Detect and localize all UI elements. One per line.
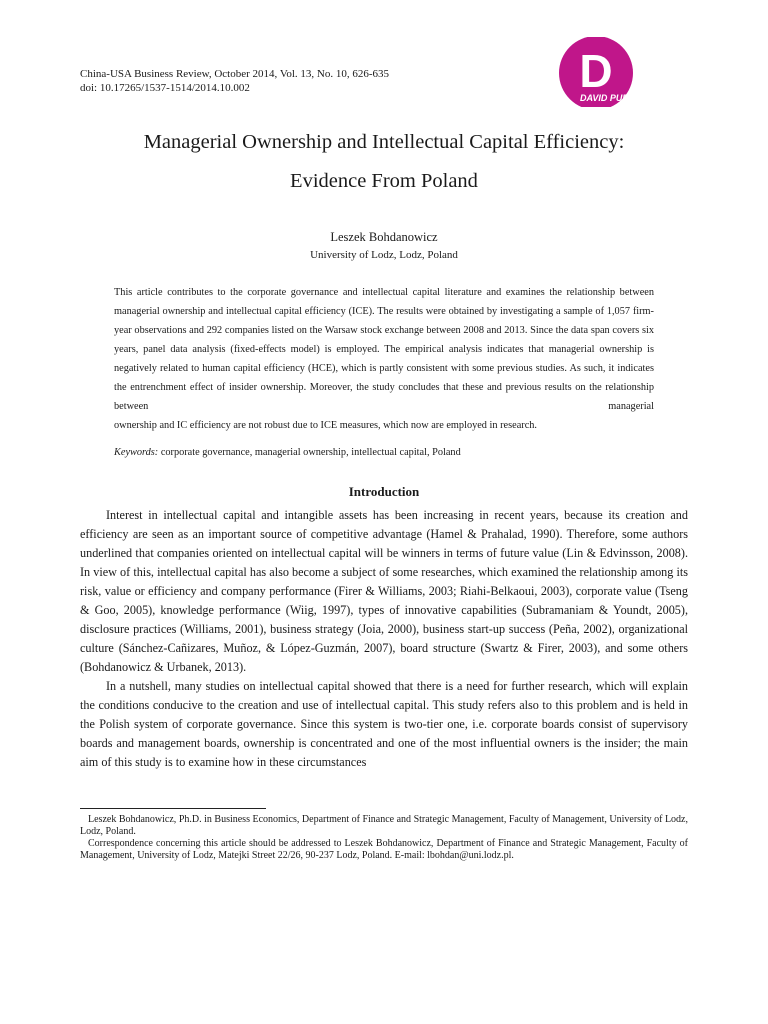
keywords-list: corporate governance, managerial ownership, intellectual capital, Poland	[160, 447, 461, 458]
paragraph: In a nutshell, many studies on intellectual capital showed that there is a need for further research, which will explain the conditions conducive to the creation and use of intellectual capital. This study refers also to this problem and is held in the Polish system of corporate governance. Since this system is two-tier one, i.e. corporate boards consist of supervisory boards and management boards, ownership is concentrated and one of the most influential owners is the insider; the main aim of this study is to examine how in these circumstances	[80, 679, 688, 769]
footnotes	[80, 814, 688, 862]
logo-letter: D	[579, 45, 613, 97]
abstract-last-line: ownership and IC efficiency are not robust due to ICE measures, which now are employed in research.	[114, 420, 537, 431]
keywords	[114, 445, 654, 461]
doi: doi: 10.17265/1537-1514/2014.10.002	[80, 82, 250, 94]
keywords-label: Keywords:	[114, 447, 159, 458]
footnote-author-bio: Leszek Bohdanowicz, Ph.D. in Business Economics, Department of Finance and Strategic Management, Faculty of Management, University of Lodz, Lodz, Poland.	[80, 814, 688, 837]
paragraph: Interest in intellectual capital and intangible assets has been increasing in recent years, because its creation and efficiency are seen as an important source of competitive advantage (Hamel & Prahalad, 1990). Therefore, some authors underlined that companies oriented on intellectual capital will be winners in terms of future value (Lin & Edvinsson, 2008). In view of this, intellectual capital has also become a subject of some researches, which examined the relationship among its risk, value or efficiency and company performance (Firer & Williams, 2003; Riahi-Belkaoui, 2003), corporate value (Tseng & Goo, 2005), knowledge performance (Wiig, 1997), types of innovative capabilities (Subramaniam & Youndt, 2005), disclosure practices (Williams, 2001), business strategy (Joia, 2000), business start-up success (Peña, 2002), organizational culture (Sánchez-Cañizares, Muñoz, & López-Guzmán, 2007), board structure (Swartz & Firer, 2003), and some others (Bohdanowicz & Urbanek, 2013).	[80, 508, 688, 674]
introduction-body	[80, 506, 688, 772]
paper-title-line-2: Evidence From Poland	[290, 170, 478, 192]
abstract-body: This article contributes to the corporate governance and intellectual capital literature and examines the relationship between managerial ownership and intellectual capital efficiency (ICE). The results were obtained by investigating a sample of 1,057 firm-year observations and 292 companies listed on the Warsaw stock exchange between 2008 and 2013. Since the data span covers six years, panel data analysis (fixed-effects model) is employed. The empirical analysis indicates that managerial ownership is negatively related to human capital efficiency (HCE), which is partly consistent with some previous studies. As such, it indicates the entrenchment effect of insider ownership. Moreover, the study concludes that these and previous results on the relationship between managerial	[114, 287, 654, 412]
logo-text: DAVID PUBLISHING	[580, 93, 666, 103]
abstract	[114, 283, 654, 435]
journal-header	[80, 67, 389, 95]
footnote-correspondence: Correspondence concerning this article should be addressed to Leszek Bohdanowicz, Department of Finance and Strategic Management, Faculty of Management, University of Lodz, Matejki Street 22/26, 90-237 Lodz, Poland. E-mail: lbohdan@uni.lodz.pl.	[80, 838, 688, 861]
journal-citation: China-USA Business Review, October 2014, Vol. 13, No. 10, 626-635	[80, 68, 390, 80]
publisher-logo	[558, 37, 690, 107]
section-heading-introduction: Introduction	[348, 484, 420, 499]
author-name: Leszek Bohdanowicz	[330, 230, 438, 244]
footnote-divider	[80, 808, 266, 809]
paper-title-line-1: Managerial Ownership and Intellectual Capital Efficiency:	[143, 131, 625, 153]
author-affiliation: University of Lodz, Lodz, Poland	[310, 249, 458, 261]
